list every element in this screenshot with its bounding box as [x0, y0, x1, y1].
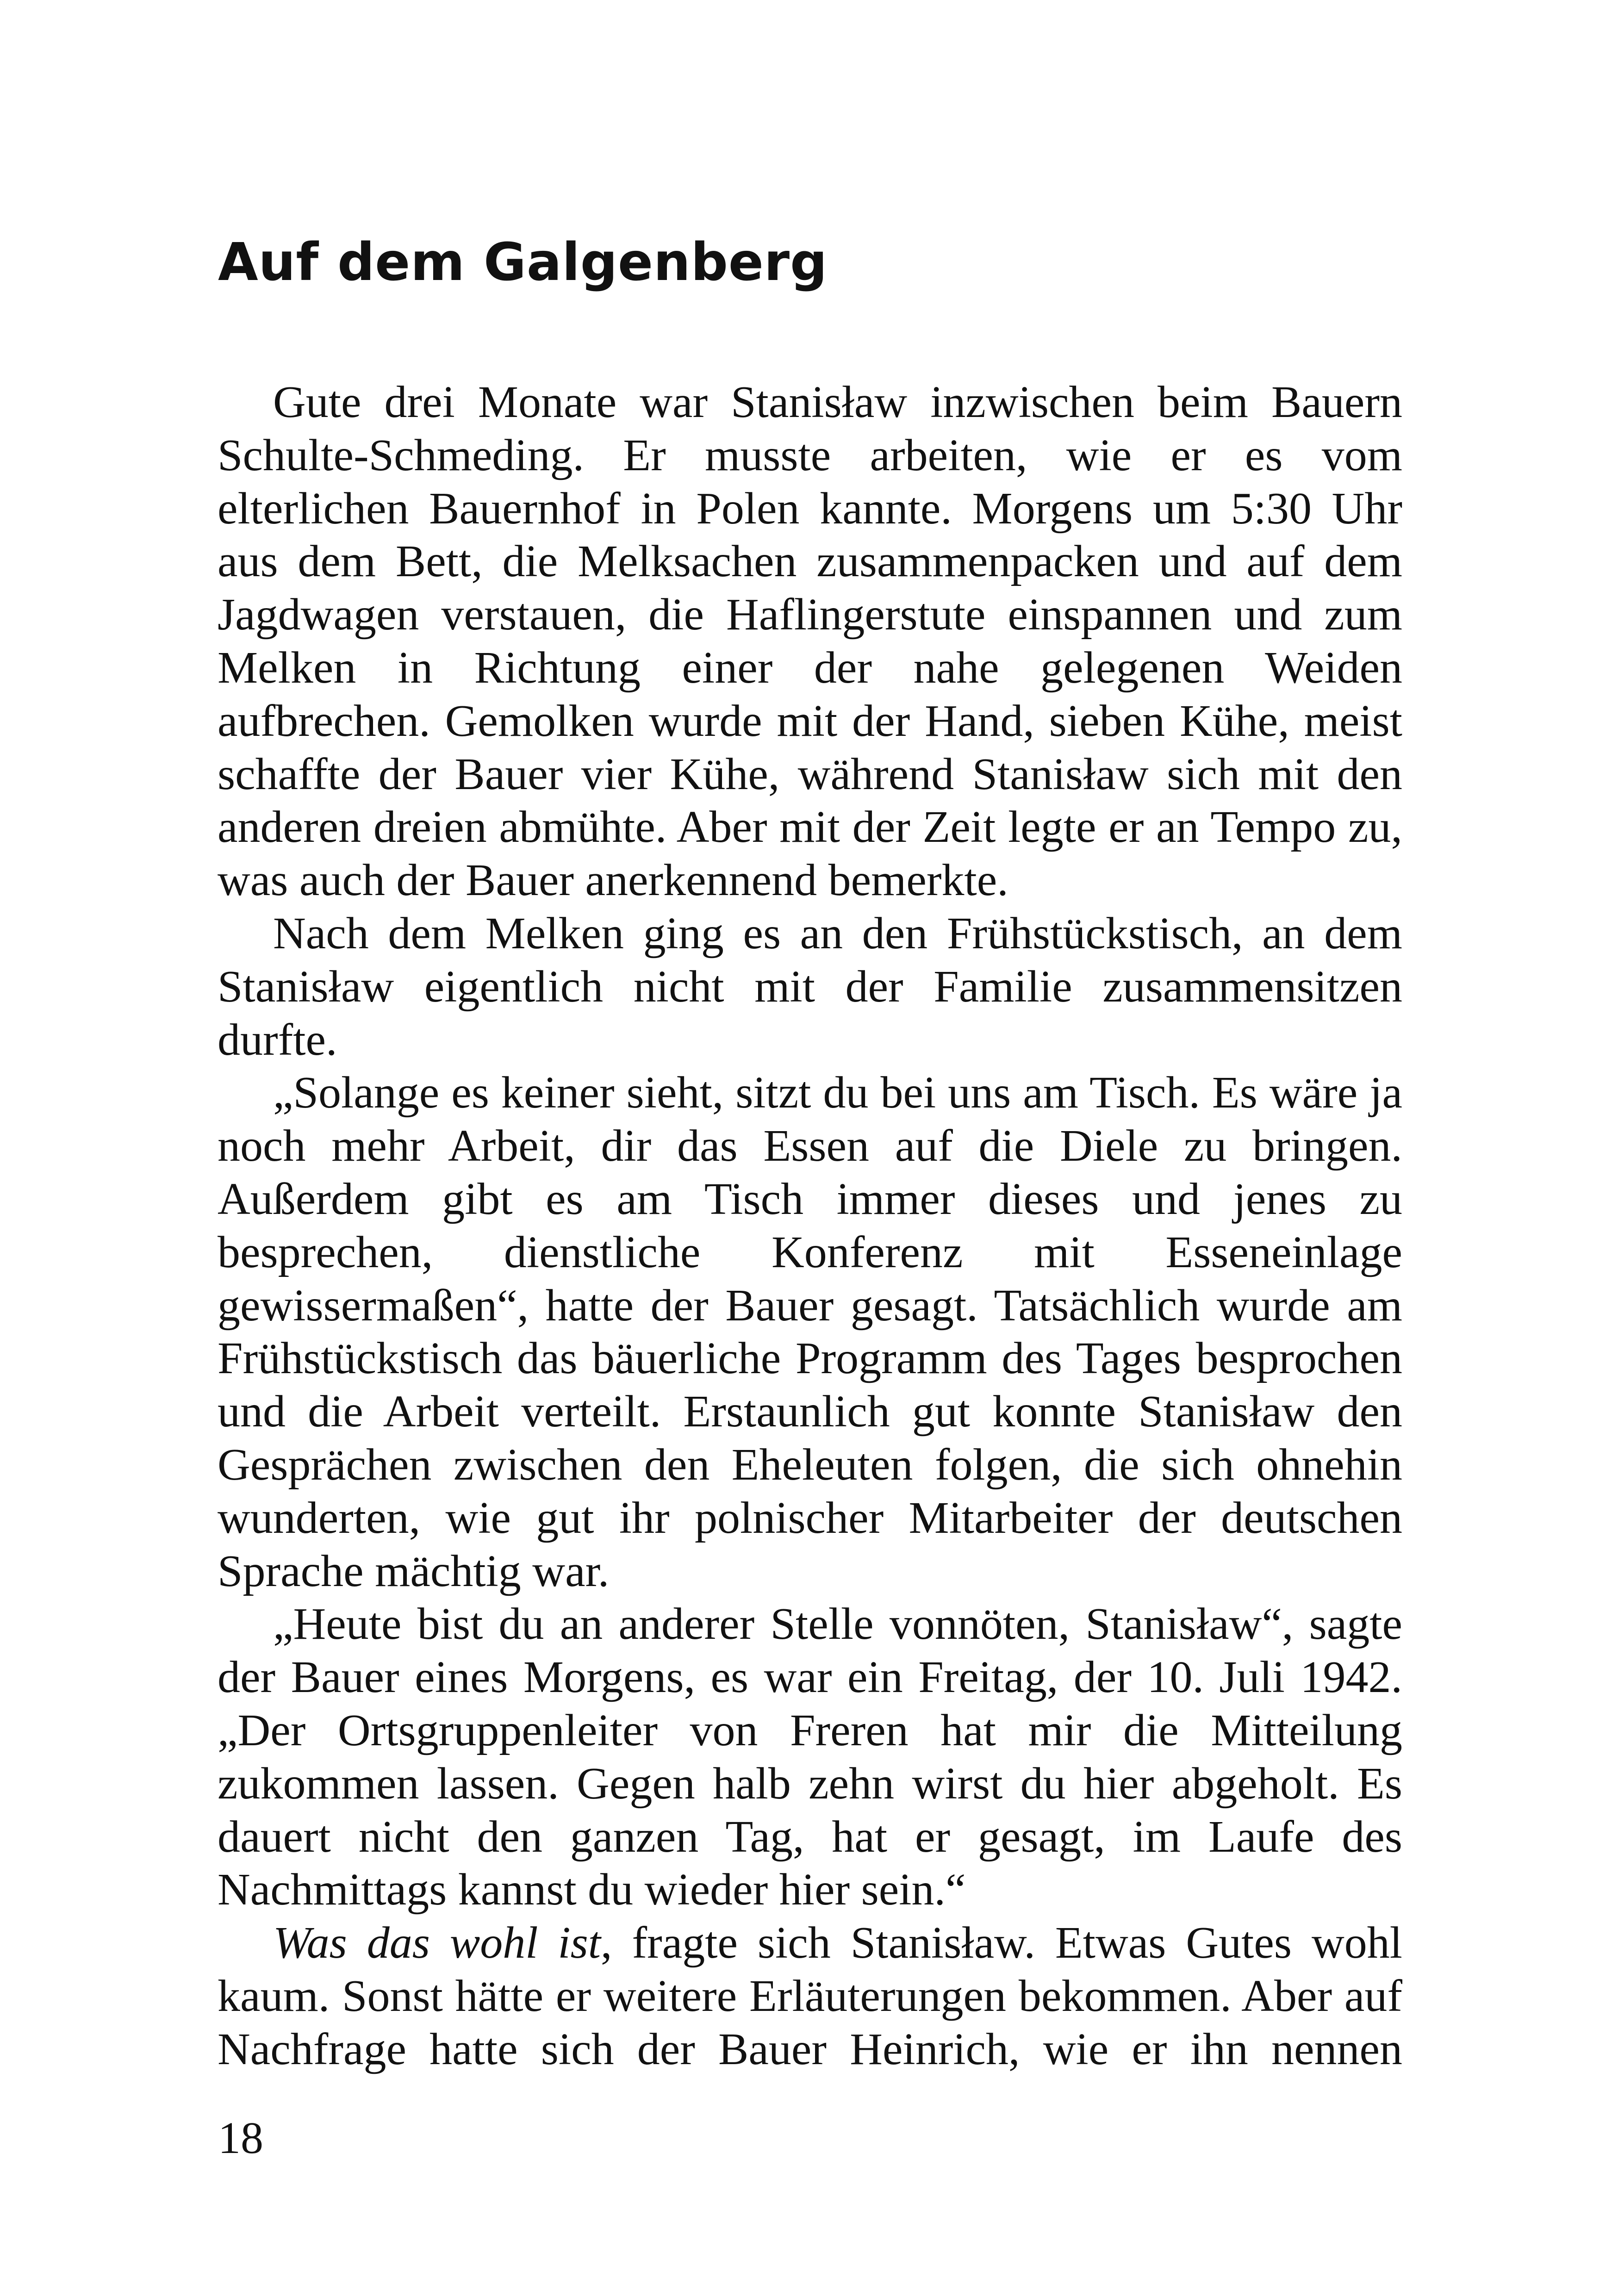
page-number: 18 — [218, 2113, 263, 2163]
paragraph: Gute drei Monate war Stanisław inzwischen beim Bauern Schulte-Schmeding. Er musste arbeiten, wie er es vom elterlichen Bauernhof in Polen kannte. Morgens um 5:30 Uhr aus dem Bett, die Melksachen zusammenpacken und auf dem Jagdwagen verstauen, die Haflingerstute einspannen und zum Melken in Richtung einer der nahe gelegenen Weiden aufbrechen. Gemolken wurde mit der Hand, sieben Kühe, meist schaffte der Bauer vier Kühe, während Stanisław sich mit den anderen dreien abmühte. Aber mit der Zeit legte er an Tempo zu, was auch der Bauer anerkennend bemerkte. — [218, 377, 1402, 906]
paragraph: „Solange es keiner sieht, sitzt du bei uns am Tisch. Es wäre ja noch mehr Arbeit, dir das Essen auf die Diele zu bringen. Außerdem gibt es am Tisch immer dieses und jenes zu besprechen, dienstliche Konferenz mit Esseneinlage gewissermaßen“, hatte der Bauer gesagt. Tatsächlich wurde am Frühstückstisch das bäuerliche Programm des Tages besprochen und die Arbeit verteilt. Erstaunlich gut konnte Stanisław den Gesprächen zwischen den Eheleuten folgen, die sich ohnehin wunderten, wie gut ihr polnischer Mitarbeiter der deutschen Sprache mächtig war. — [218, 1068, 1402, 1596]
paragraph-continuation: , fragte sich Stanisław. Etwas Gutes wohl kaum. Sonst hätte er weitere Erläuterungen bekommen. Aber auf Nachfrage hatte sich der Bauer Heinrich, wie er ihn nennen — [218, 1918, 1402, 2074]
chapter-title: Auf dem Galgenberg — [218, 232, 828, 292]
paragraph: Nach dem Melken ging es an den Frühstückstisch, an dem Stanisław eigentlich nicht mit der Familie zusammensitzen durfte. — [218, 908, 1402, 1065]
body-text — [218, 376, 1402, 2076]
paragraph: „Heute bist du an anderer Stelle vonnöten, Stanisław“, sagte der Bauer eines Morgens, es war ein Freitag, der 10. Juli 1942. „Der Ortsgruppenleiter von Freren hat mir die Mitteilung zukommen lassen. Gegen halb zehn wirst du hier abgeholt. Es dauert nicht den ganzen Tag, hat er gesagt, im Laufe des Nachmittags kannst du wieder hier sein.“ — [218, 1599, 1402, 1915]
italic-thought: Was das wohl ist — [273, 1918, 601, 1968]
paragraph — [218, 1916, 1402, 2076]
